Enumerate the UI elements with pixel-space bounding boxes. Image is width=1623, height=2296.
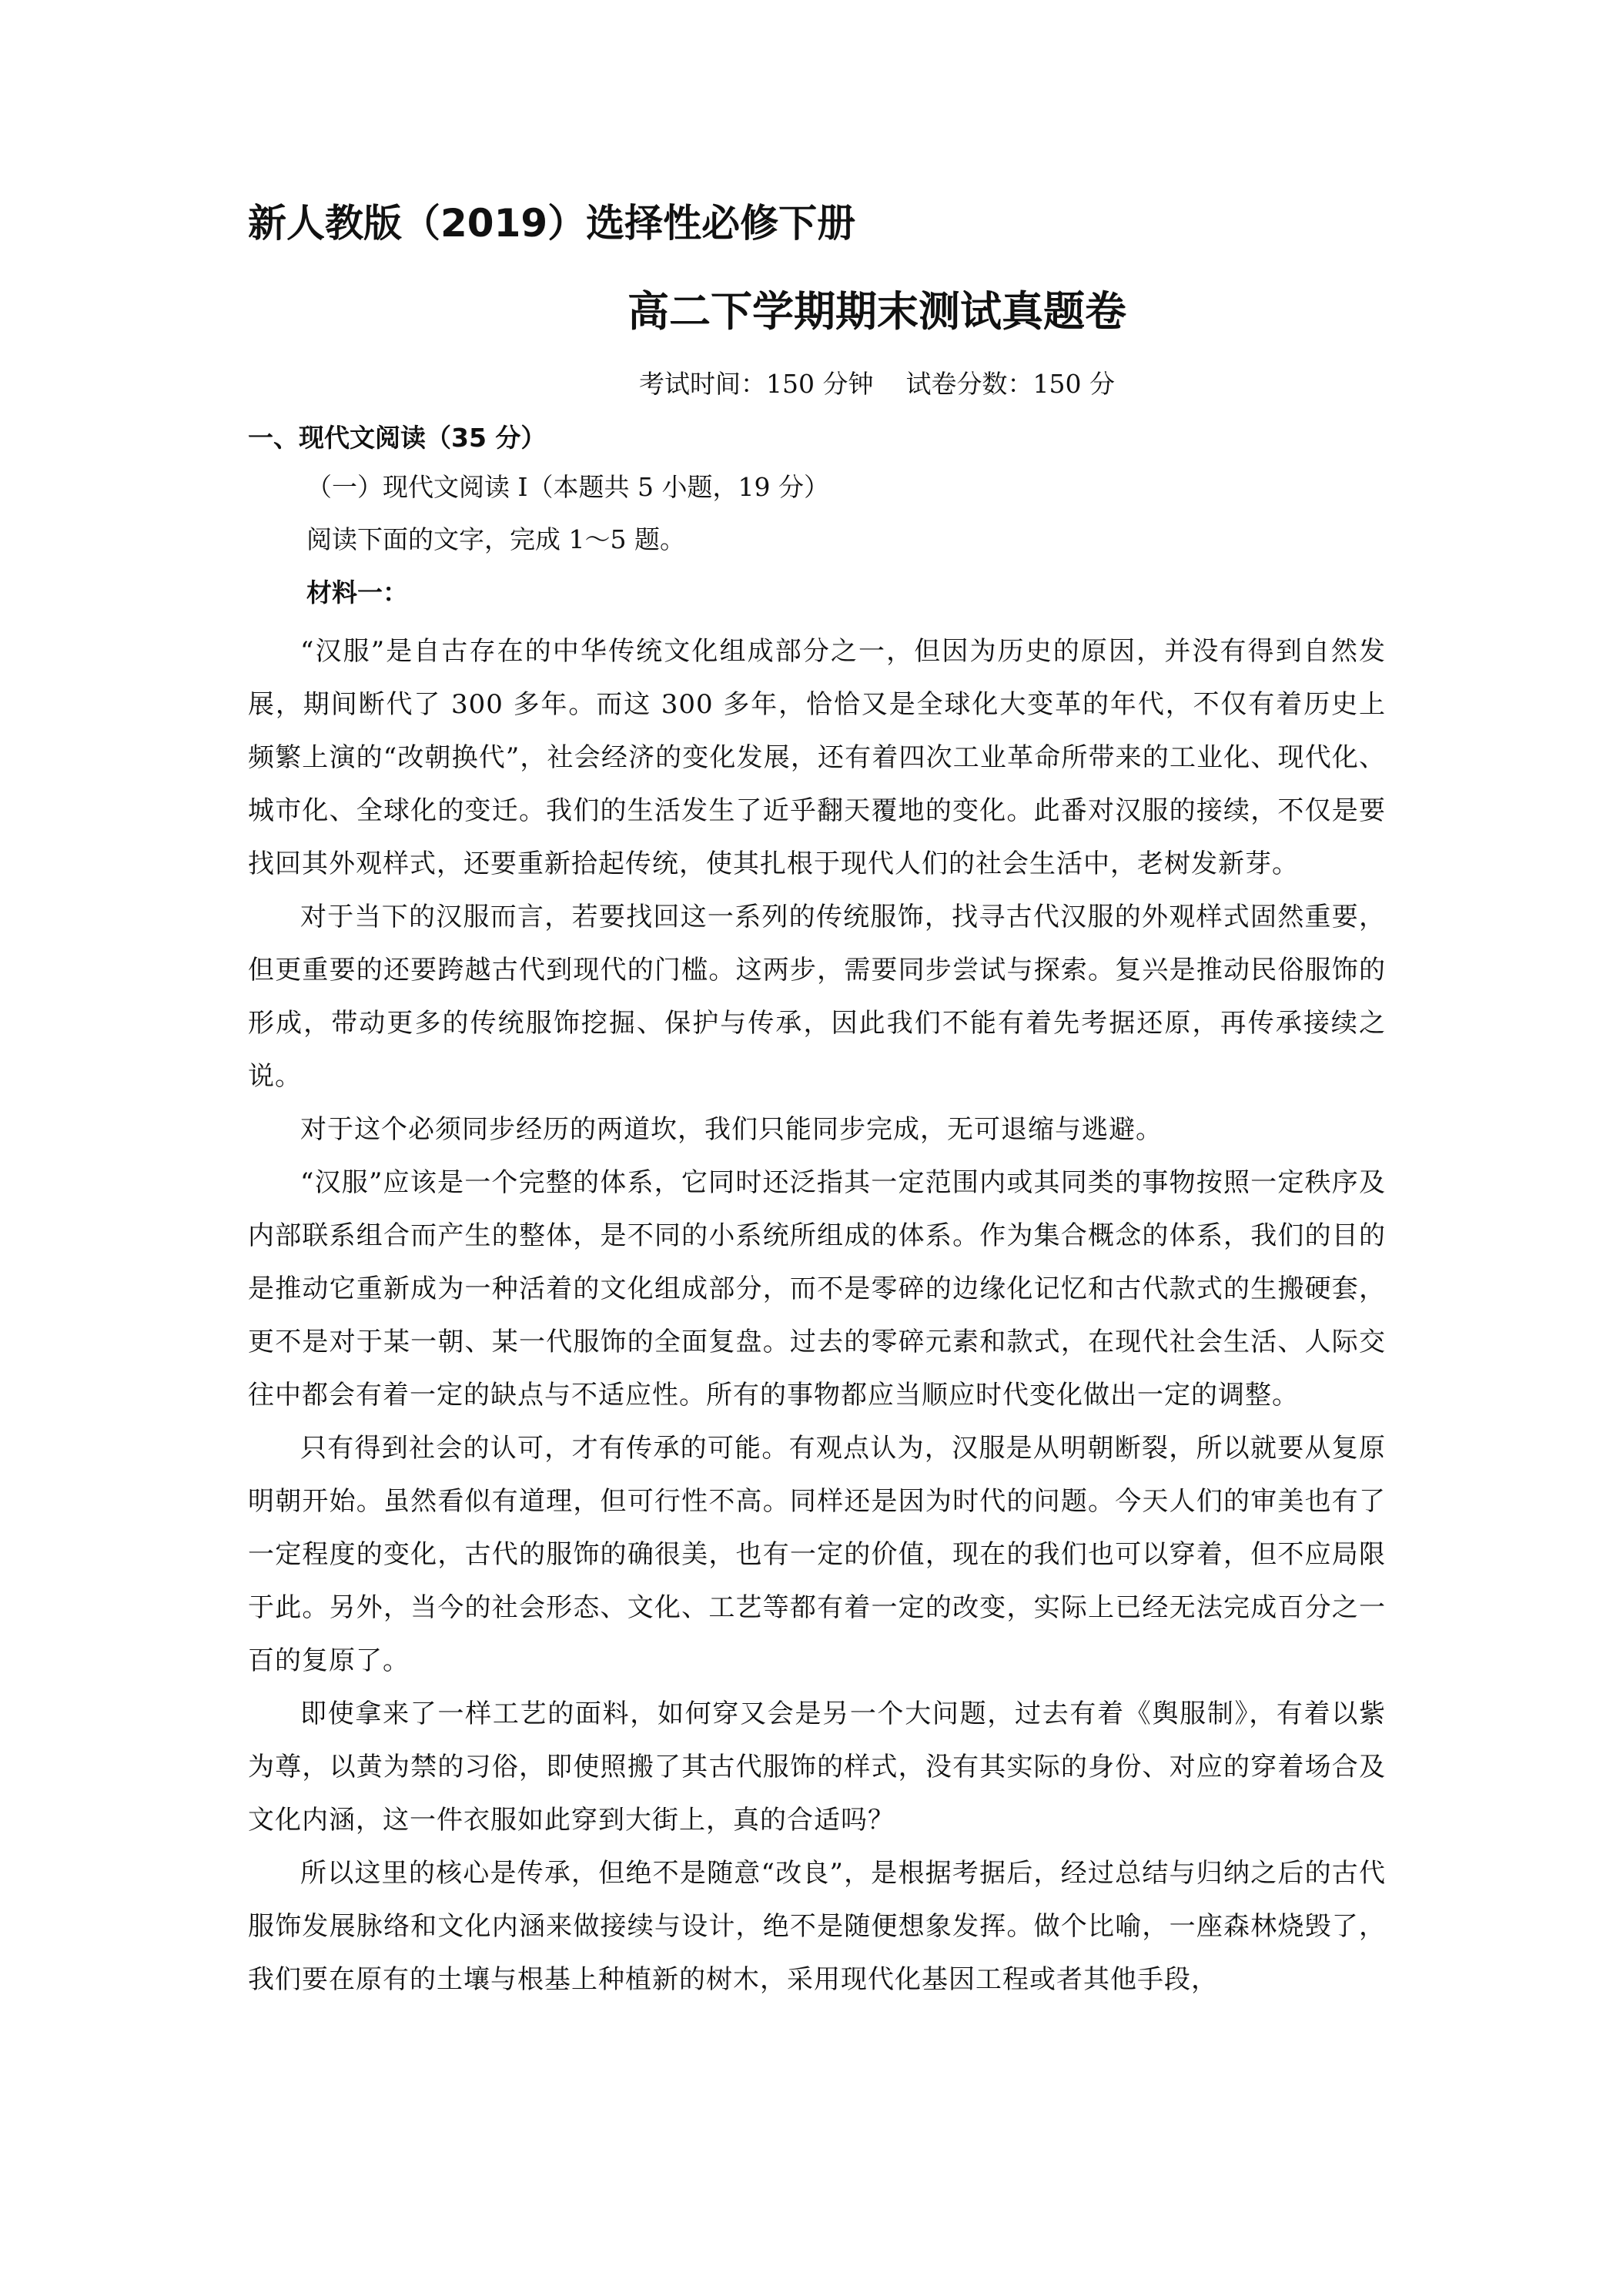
exam-info: 考试时间：150 分钟 试卷分数：150 分 (639, 369, 1115, 399)
paragraph: “汉服”应该是一个完整的体系，它同时还泛指其一定范围内或其同类的事物按照一定秩序及内部联系组合而产生的整体，是不同的小系统所组成的体系。作为集合概念的体系，我们的目的是推动它重新成为一种活着的文化组成部分，而不是零碎的边缘化记忆和古代款式的生搬硬套，更不是对于某一朝、某一代服饰的全面复盘。过去的零碎元素和款式，在现代社会生活、人际交往中都会有着一定的缺点与不适应性。所有的事物都应当顺应时代变化做出一定的调整。 (248, 1167, 1386, 1411)
sub-heading: （一）现代文阅读 I（本题共 5 小题，19 分） (306, 472, 829, 502)
reading-instruction: 阅读下面的文字，完成 1～5 题。 (306, 524, 685, 554)
paragraph: 只有得到社会的认可，才有传承的可能。有观点认为，汉服是从明朝断裂，所以就要从复原明朝开始。虽然看似有道理，但可行性不高。同样还是因为时代的问题。今天人们的审美也有了一定程度的变化，古代的服饰的确很美，也有一定的价值，现在的我们也可以穿着，但不应局限于此。另外，当今的社会形态、文化、工艺等都有着一定的改变，实际上已经无法完成百分之一百的复原了。 (248, 1433, 1386, 1676)
paragraph: “汉服”是自古存在的中华传统文化组成部分之一，但因为历史的原因，并没有得到自然发展，期间断代了 300 多年。而这 300 多年，恰恰又是全球化大变革的年代，不仅有着历史上频繁上演的“改朝换代”，社会经济的变化发展，还有着四次工业革命所带来的工业化、现代化、城市化、全球化的变迁。我们的生活发生了近乎翻天覆地的变化。此番对汉服的接续，不仅是要找回其外观样式，还要重新拾起传统，使其扎根于现代人们的社会生活中，老树发新芽。 (248, 636, 1386, 879)
paragraph: 对于这个必须同步经历的两道坎，我们只能同步完成，无可退缩与逃避。 (300, 1114, 1163, 1145)
paragraph: 即使拿来了一样工艺的面料，如何穿又会是另一个大问题，过去有着《舆服制》，有着以紫为尊，以黄为禁的习俗，即使照搬了其古代服饰的样式，没有其实际的身份、对应的穿着场合及文化内涵，这一件衣服如此穿到大街上，真的合适吗？ (248, 1699, 1386, 1836)
paragraph: 所以这里的核心是传承，但绝不是随意“改良”，是根据考据后，经过总结与归纳之后的古代服饰发展脉络和文化内涵来做接续与设计，绝不是随便想象发挥。做个比喻，一座森林烧毁了，我们要在原有的土壤与根基上种植新的树木，采用现代化基因工程或者其他手段， (248, 1858, 1386, 1995)
edition-title: 新人教版（2019）选择性必修下册 (248, 201, 856, 246)
paragraph: 对于当下的汉服而言，若要找回这一系列的传统服饰，找寻古代汉服的外观样式固然重要，但更重要的还要跨越古代到现代的门槛。这两步，需要同步尝试与探索。复兴是推动民俗服饰的形成，带动更多的传统服饰挖掘、保护与传承，因此我们不能有着先考据还原，再传承接续之说。 (248, 902, 1386, 1092)
material-label: 材料一： (306, 577, 408, 607)
section-heading: 一、现代文阅读（35 分） (248, 423, 547, 453)
passage-body (248, 625, 1386, 2006)
exam-title: 高二下学期期末测试真题卷 (627, 287, 1126, 336)
